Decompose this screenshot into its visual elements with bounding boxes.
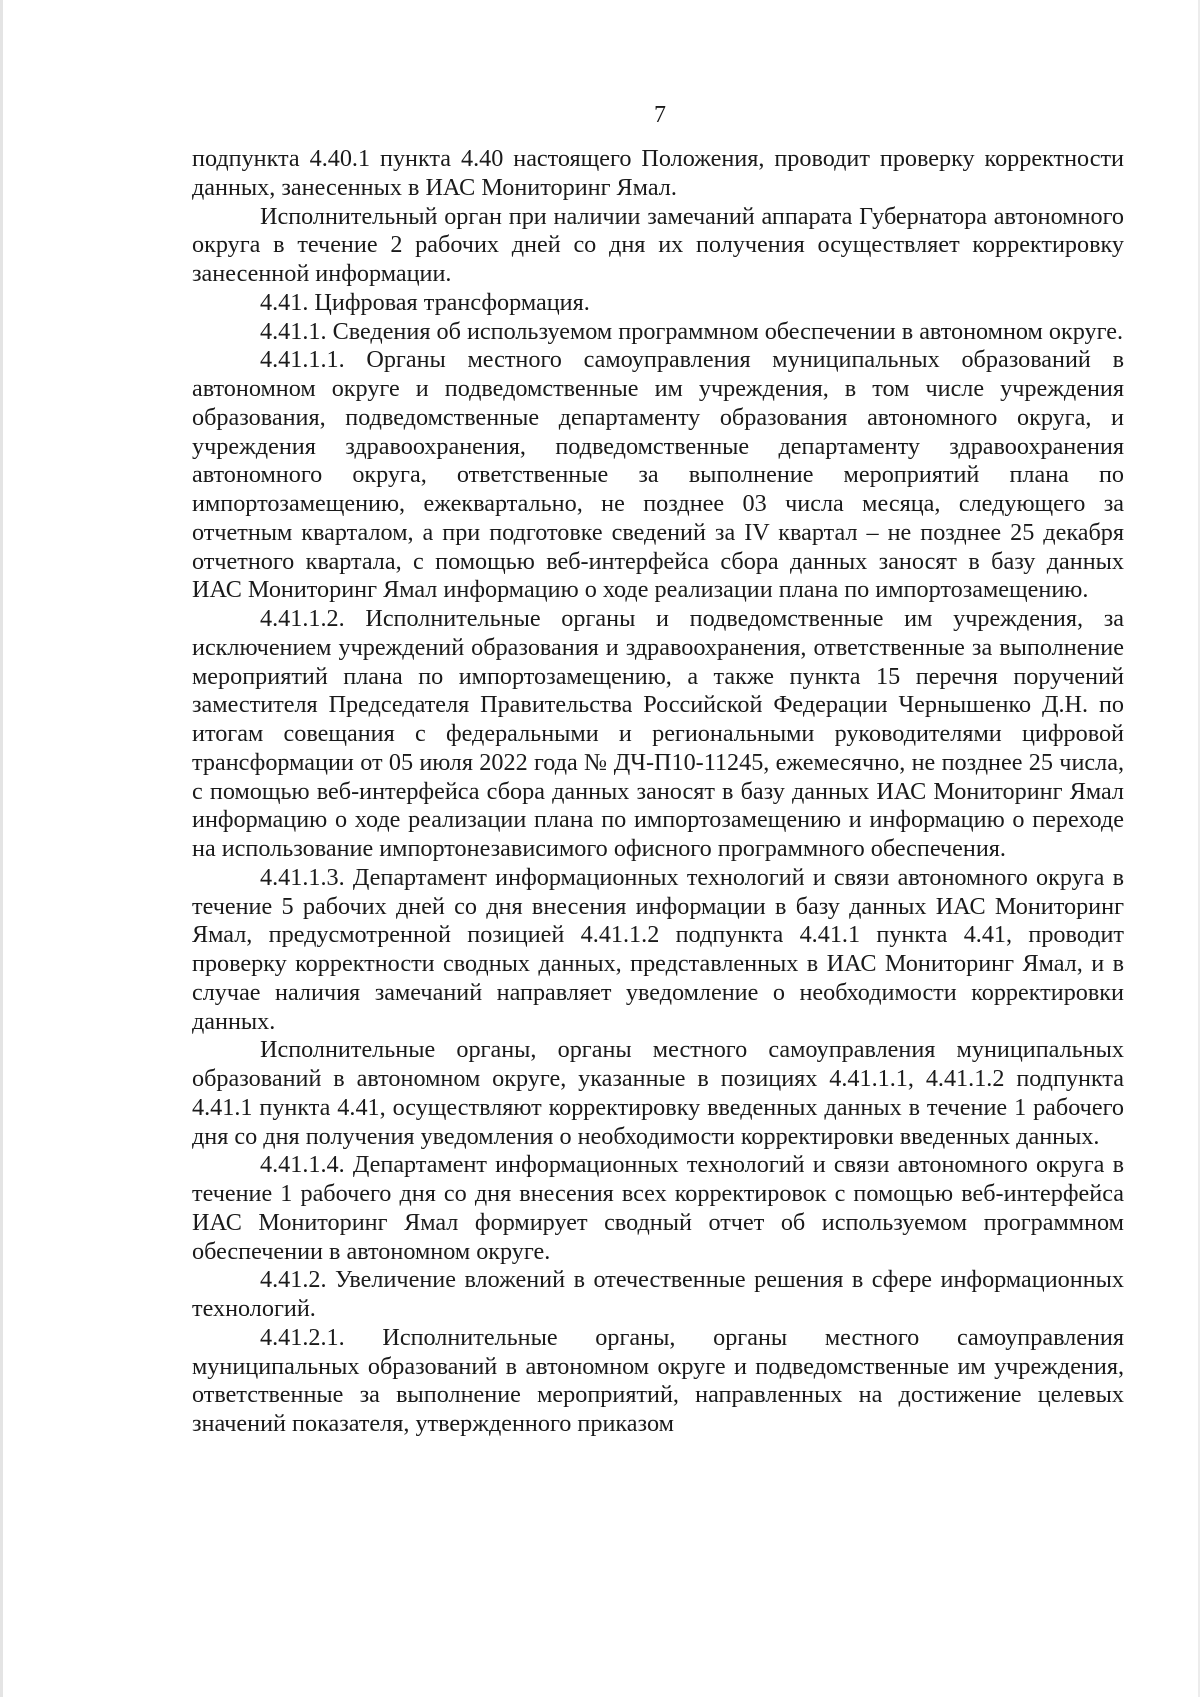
paragraph-4-41-1-2: 4.41.1.2. Исполнительные органы и подведомственные им учреждения, за исключением учреждений образования и здравоохранения, ответственные за выполнение мероприятий плана по импортозамещению, а также пункта 15 перечня поручений заместителя Председателя Правительства Российской Федерации Чернышенко Д.Н. по итогам совещания с федеральными и региональными руководителями цифровой трансформации от 05 июля 2022 года № ДЧ-П10-11245, ежемесячно, не позднее 25 числа, с помощью веб-интерфейса сбора данных заносят в базу данных ИАС Мониторинг Ямал информацию о ходе реализации плана по импортозамещению и информацию о переходе на использование импортонезависимого офисного программного обеспечения. (192, 605, 1124, 862)
section-heading-4-41-1: 4.41.1. Сведения об используемом программном обеспечении в автономном округе. (260, 317, 1123, 345)
section-heading-4-41: 4.41. Цифровая трансформация. (260, 288, 590, 316)
paragraph-correction-deadline: Исполнительные органы, органы местного самоуправления муниципальных образований в автономном округе, указанные в позициях 4.41.1.1, 4.41.1.2 подпункта 4.41.1 пункта 4.41, осуществляют корректировку введенных данных в течение 1 рабочего дня со дня получения уведомления о необходимости корректировки введенных данных. (192, 1036, 1124, 1150)
paragraph-4-41-2-1: 4.41.2.1. Исполнительные органы, органы местного самоуправления муниципальных образований в автономном округе и подведомственные им учреждения, ответственные за выполнение мероприятий, направленных на достижение целевых значений показателя, утвержденного приказом (192, 1323, 1124, 1437)
paragraph-4-41-1-3: 4.41.1.3. Департамент информационных технологий и связи автономного округа в течение 5 рабочих дней со дня внесения информации в базу данных ИАС Мониторинг Ямал, предусмотренной позицией 4.41.1.2 подпункта 4.41.1 пункта 4.41, проводит проверку корректности сводных данных, представленных в ИАС Мониторинг Ямал, и в случае наличия замечаний направляет уведомление о необходимости корректировки данных. (192, 863, 1124, 1035)
paragraph-continuation: подпункта 4.40.1 пункта 4.40 настоящего Положения, проводит проверку корректности данных, занесенных в ИАС Мониторинг Ямал. (192, 145, 1124, 201)
page-left-edge (0, 0, 3, 1697)
document-body (192, 145, 1124, 1439)
paragraph-4-41-1-1: 4.41.1.1. Органы местного самоуправления муниципальных образований в автономном округе и подведомственные им учреждения, в том числе учреждения образования, подведомственные департаменту образования автономного округа, и учреждения здравоохранения, подведомственные департаменту здравоохранения автономного округа, ответственные за выполнение мероприятий плана по импортозамещению, ежеквартально, не позднее 03 числа месяца, следующего за отчетным кварталом, а при подготовке сведений за IV квартал – не позднее 25 декабря отчетного квартала, с помощью веб-интерфейса сбора данных заносят в базу данных ИАС Мониторинг Ямал информацию о ходе реализации плана по импортозамещению. (192, 346, 1124, 604)
paragraph-4-41-1-4: 4.41.1.4. Департамент информационных технологий и связи автономного округа в течение 1 рабочего дня со дня внесения всех корректировок с помощью веб-интерфейса ИАС Мониторинг Ямал формирует сводный отчет об используемом программном обеспечении в автономном округе. (192, 1151, 1124, 1265)
paragraph-governor-remarks: Исполнительный орган при наличии замечаний аппарата Губернатора автономного округа в течение 2 рабочих дней со дня их получения осуществляет корректировку занесенной информации. (192, 202, 1124, 287)
section-heading-4-41-2: 4.41.2. Увеличение вложений в отечественные решения в сфере информационных технологий. (192, 1266, 1124, 1322)
page-number: 7 (654, 102, 666, 128)
